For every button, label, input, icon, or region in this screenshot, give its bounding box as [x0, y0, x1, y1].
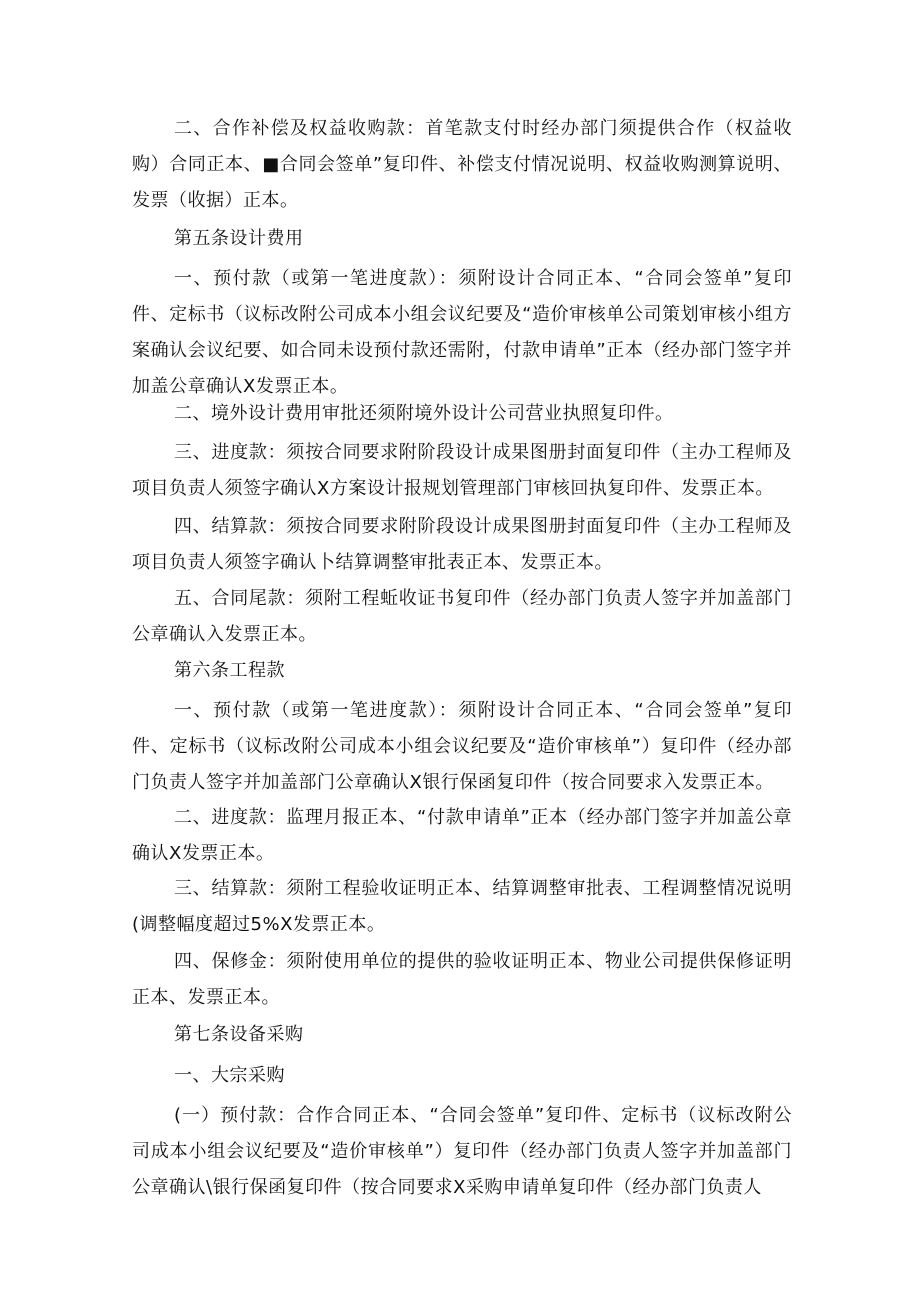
- paragraph-overseas-design: 二、境外设计费用审批还须附境外设计公司营业执照复印件。: [174, 403, 674, 424]
- heading-article-5-design-fees: 第五条设计费用: [174, 228, 304, 249]
- heading-article-6-engineering: 第六条工程款: [174, 660, 285, 681]
- paragraph-engineering-settlement: 三、结算款：须附工程验收证明正本、结算调整审批表、工程调整情况说明(调整幅度超过5%X发票正本。: [132, 878, 792, 935]
- paragraph-design-prepayment: 一、预付款（或第一笔进度款）：须附设计合同正本、“合同会签单”复印件、定标书（议标改附公司成本小组会议纪要及“造价审核单公司策划审核小组方案确认会议纪要、如合同未设预付款还需附，付款申请单”正本（经办部门签字并加盖公章确认X发票正本。: [132, 268, 792, 397]
- paragraph-engineering-prepayment: 一、预付款（或第一笔进度款）：须附设计合同正本、“合同会签单”复印件、定标书（议标改附公司成本小组会议纪要及“造价审核单”）复印件（经办部门负责人签字并加盖部门公章确认X银行保函复印件（按合同要求入发票正本。: [132, 700, 792, 793]
- paragraph-warranty-deposit: 四、保修金：须附使用单位的提供的验收证明正本、物业公司提供保修证明正本、发票正本。: [132, 951, 792, 1008]
- heading-bulk-purchase: 一、大宗采购: [174, 1065, 285, 1086]
- paragraph-bulk-prepayment: (一）预付款：合作合同正本、“合同会签单”复印件、定标书（议标改附公司成本小组会议纪要及“造价审核单”）复印件（经办部门负责人签字并加盖部门公章确认\银行保函复印件（按合同要求X采购申请单复印件（经办部门负责人: [132, 1105, 792, 1198]
- paragraph-cooperation-compensation: 二、合作补偿及权益收购款：首笔款支付时经办部门须提供合作（权益收购）合同正本、■合同会签单”复印件、补偿支付情况说明、权益收购测算说明、发票（收据）正本。: [132, 118, 792, 211]
- paragraph-engineering-progress: 二、进度款：监理月报正本、“付款申请单”正本（经办部门签字并加盖公章确认X发票正本。: [132, 807, 792, 864]
- heading-article-7-equipment: 第七条设备采购: [174, 1024, 304, 1045]
- paragraph-design-settlement: 四、结算款：须按合同要求附阶段设计成果图册封面复印件（主办工程师及项目负责人须签字确认卜结算调整审批表正本、发票正本。: [132, 516, 792, 573]
- paragraph-design-final-payment: 五、合同尾款：须附工程蚯收证书复印件（经办部门负责人签字并加盖部门公章确认入发票正本。: [132, 588, 792, 645]
- paragraph-design-progress-payment: 三、进度款：须按合同要求附阶段设计成果图册封面复印件（主办工程师及项目负责人须签字确认X方案设计报规划管理部门审核回执复印件、发票正本。: [132, 442, 792, 499]
